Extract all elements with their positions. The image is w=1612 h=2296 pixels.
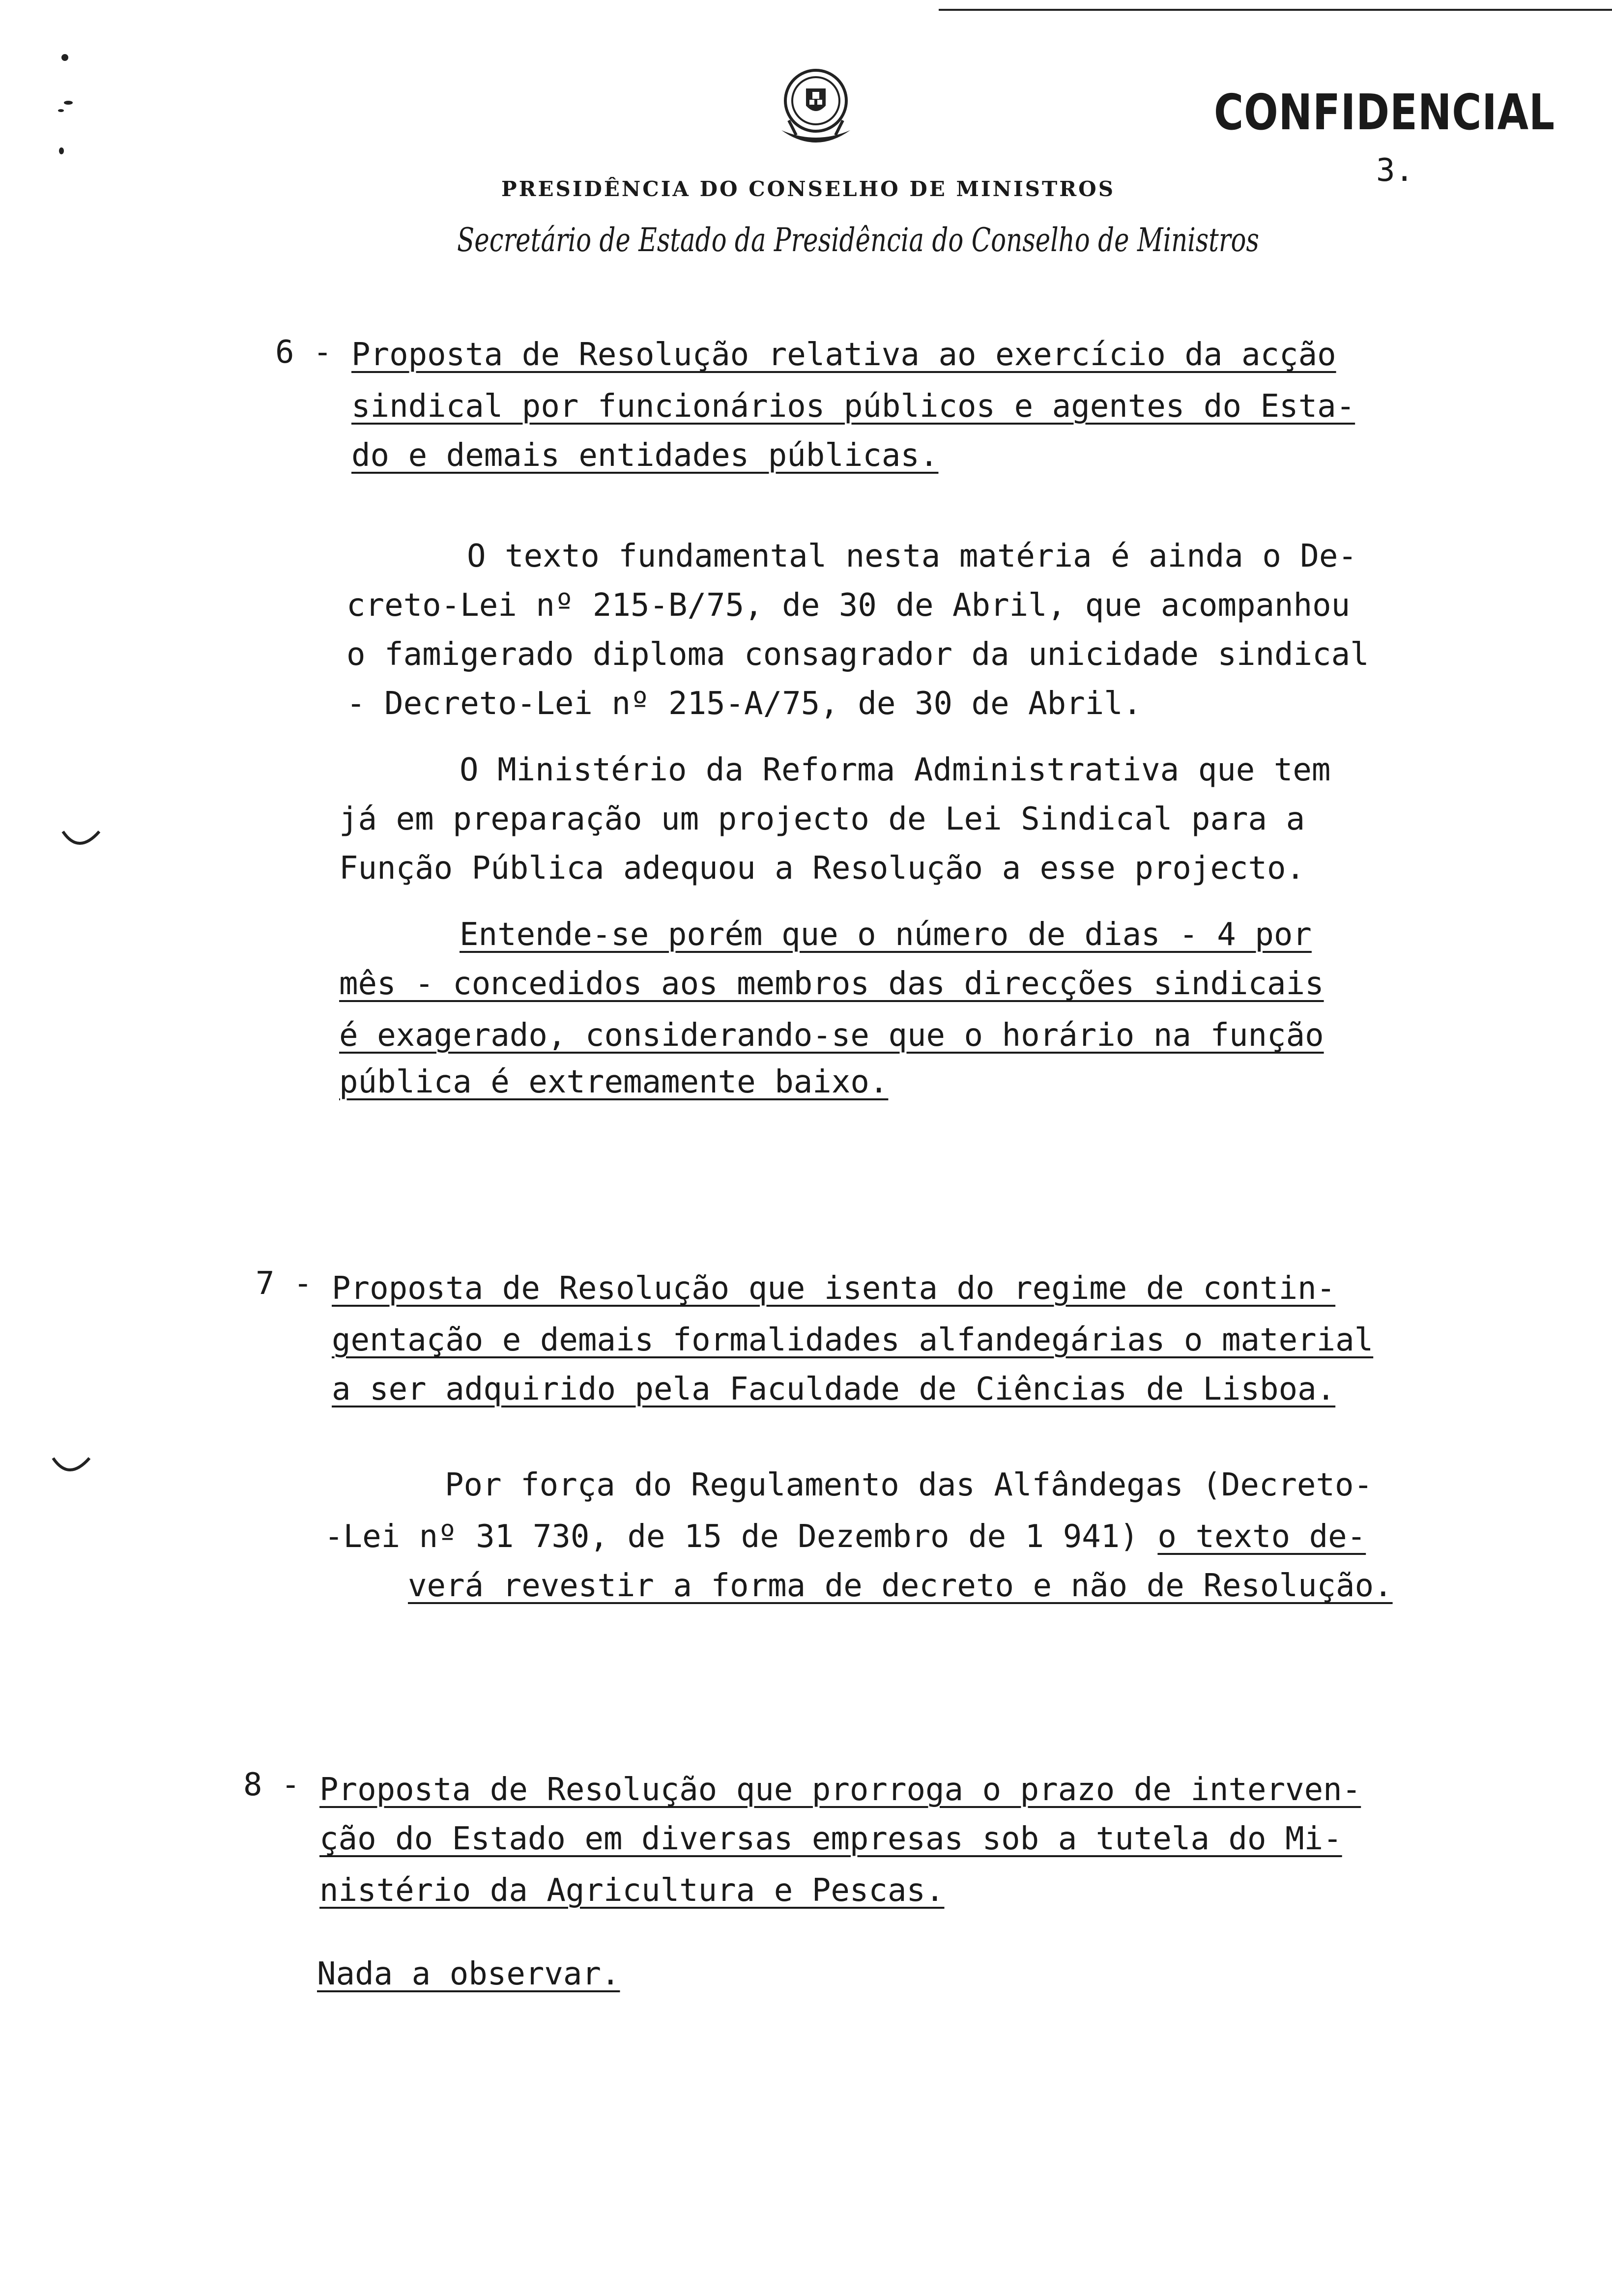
paragraph-line: [324, 1519, 1366, 1555]
item-title-line: do e demais entidades públicas.: [351, 437, 939, 474]
paragraph-line: Por força do Regulamento das Alfândegas (Decreto-: [445, 1467, 1373, 1503]
paragraph-line: verá revestir a forma de decreto e não de Resolução.: [408, 1568, 1393, 1604]
paragraph-line: - Decreto-Lei nº 215-A/75, de 30 de Abril.: [346, 686, 1142, 722]
top-rule: [939, 9, 1612, 11]
letterhead-presidency: PRESIDÊNCIA DO CONSELHO DE MINISTROS: [501, 177, 1116, 201]
item-number: 8 -: [243, 1767, 300, 1803]
paragraph-text: -Lei nº 31 730, de 15 de Dezembro de 1 941): [324, 1519, 1158, 1555]
margin-speck: [61, 54, 68, 61]
page-number: 3.: [1376, 152, 1414, 189]
confidential-stamp: CONFIDENCIAL: [1214, 84, 1555, 141]
item-title-line: Proposta de Resolução que prorroga o prazo de interven-: [319, 1772, 1361, 1808]
margin-speck: [59, 147, 64, 154]
paragraph-line: o famigerado diploma consagrador da unicidade sindical: [346, 636, 1369, 673]
coat-of-arms-icon: [767, 61, 865, 160]
paragraph-line: Função Pública adequou a Resolução a esse projecto.: [339, 850, 1305, 887]
paragraph-line: pública é extremamente baixo.: [339, 1064, 889, 1100]
margin-speck: [58, 109, 64, 112]
paragraph-line: é exagerado, considerando-se que o horário na função: [339, 1017, 1324, 1054]
paragraph-line: O Ministério da Reforma Administrativa que tem: [460, 752, 1331, 788]
item-title-line: ção do Estado em diversas empresas sob a tutela do Mi-: [319, 1821, 1342, 1857]
item-title-line: sindical por funcionários públicos e agentes do Esta-: [351, 388, 1355, 425]
margin-check-mark-icon: [49, 1452, 93, 1482]
paragraph-line: Entende-se porém que o número de dias - 4 por: [460, 917, 1312, 953]
paragraph-line: creto-Lei nº 215-B/75, de 30 de Abril, que acompanhou: [346, 587, 1351, 624]
item-number: 7 -: [256, 1265, 313, 1302]
item-number: 6 -: [275, 334, 332, 371]
paragraph-underlined-text: o texto de-: [1157, 1519, 1366, 1555]
margin-speck: [64, 101, 73, 105]
letterhead-secretariat: Secretário de Estado da Presidência do Conselho de Ministros: [457, 221, 1259, 259]
item-title-line: Proposta de Resolução que isenta do regime de contin-: [332, 1270, 1336, 1307]
observation-note: Nada a observar.: [317, 1956, 620, 1992]
item-title-line: nistério da Agricultura e Pescas.: [319, 1872, 945, 1909]
item-title-line: gentação e demais formalidades alfandegárias o material: [332, 1322, 1374, 1358]
paragraph-line: já em preparação um projecto de Lei Sindical para a: [339, 801, 1305, 837]
margin-check-mark-icon: [59, 826, 103, 855]
paragraph-line: mês - concedidos aos membros das direcções sindicais: [339, 966, 1324, 1002]
item-title-line: a ser adquirido pela Faculdade de Ciências de Lisboa.: [332, 1371, 1336, 1407]
paragraph-line: O texto fundamental nesta matéria é ainda o De-: [467, 538, 1357, 574]
item-title-line: Proposta de Resolução relativa ao exercício da acção: [351, 337, 1336, 373]
